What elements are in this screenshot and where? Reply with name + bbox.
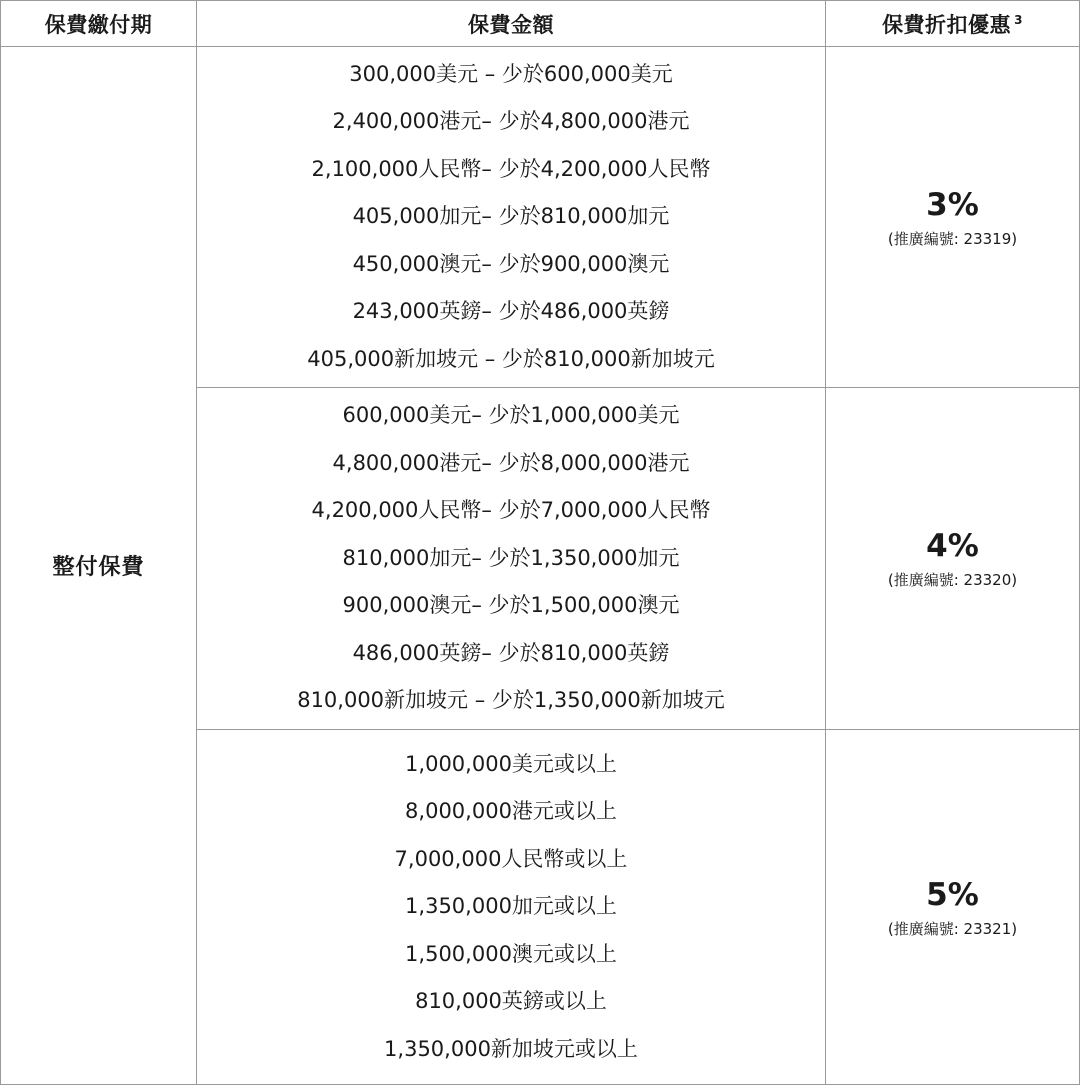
amount-line: 810,000英鎊或以上	[415, 989, 607, 1014]
amount-cell-1	[197, 47, 826, 388]
discount-cell-3	[826, 729, 1080, 1084]
amount-line: 486,000英鎊– 少於810,000英鎊	[352, 640, 670, 665]
amount-line: 450,000澳元– 少於900,000澳元	[352, 251, 670, 276]
amount-line: 4,200,000人民幣– 少於7,000,000人民幣	[311, 498, 711, 523]
header-premium-discount: 保費折扣優惠 $^3$	[826, 1, 1080, 47]
amount-line: 243,000英鎊– 少於486,000英鎊	[352, 299, 670, 324]
amount-line: 1,350,000加元或以上	[405, 894, 617, 919]
discount-percent: 4%	[926, 528, 979, 565]
amount-line: 300,000美元 – 少於600,000美元	[349, 61, 673, 86]
amount-line: 900,000澳元– 少於1,500,000澳元	[342, 593, 680, 618]
discount-percent: 3%	[926, 187, 979, 224]
amount-line: 8,000,000港元或以上	[405, 799, 617, 824]
discount-cell-2	[826, 388, 1080, 729]
amount-line: 1,500,000澳元或以上	[405, 941, 617, 966]
amount-line: 600,000美元– 少於1,000,000美元	[342, 403, 680, 428]
amount-line: 810,000加元– 少於1,350,000加元	[342, 545, 680, 570]
amount-cell-3	[197, 729, 826, 1084]
amount-line: 7,000,000人民幣或以上	[394, 846, 628, 871]
discount-percent: 5%	[926, 876, 979, 913]
payment-term-cell: 整付保費	[1, 47, 197, 1085]
amount-line: 2,400,000港元– 少於4,800,000港元	[332, 109, 690, 134]
promo-code: (推廣編號: 23319)	[887, 230, 1018, 249]
amount-line: 2,100,000人民幣– 少於4,200,000人民幣	[311, 156, 711, 181]
amount-line: 1,350,000新加坡元或以上	[384, 1036, 638, 1061]
amount-line: 1,000,000美元或以上	[405, 751, 617, 776]
amount-line: 405,000加元– 少於810,000加元	[352, 204, 670, 229]
discount-cell-1	[826, 47, 1080, 388]
header-premium-amount: 保費金額	[197, 1, 826, 47]
promo-code: (推廣編號: 23320)	[887, 571, 1018, 590]
amount-line: 810,000新加坡元 – 少於1,350,000新加坡元	[297, 688, 725, 713]
amount-line: 4,800,000港元– 少於8,000,000港元	[332, 450, 690, 475]
footnote-marker: 3	[1014, 12, 1023, 27]
header-payment-term: 保費繳付期	[1, 1, 197, 47]
amount-cell-2	[197, 388, 826, 729]
band-row-1	[1, 47, 1080, 388]
amount-line: 405,000新加坡元 – 少於810,000新加坡元	[307, 346, 715, 371]
promo-code: (推廣編號: 23321)	[887, 919, 1018, 938]
header-row	[1, 1, 1080, 47]
